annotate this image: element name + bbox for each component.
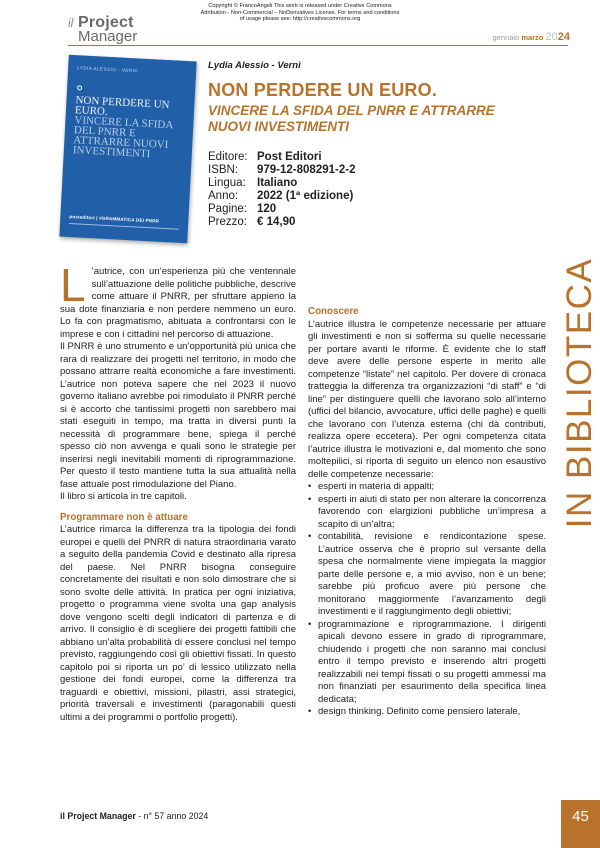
list-item: • design thinking. Definito come pensiero laterale, bbox=[308, 706, 546, 719]
article-column-right bbox=[308, 266, 546, 719]
intro-paragraph bbox=[60, 259, 296, 341]
cover-author: LYDIA ALESSIO - VERNÌ bbox=[77, 65, 139, 74]
meta-label: Editore: bbox=[208, 151, 248, 163]
meta-row-price bbox=[208, 216, 568, 229]
section-heading-conoscere: Conoscere bbox=[308, 306, 359, 317]
copyright-notice: Copyright © FrancoAngeli This work is released under Creative Commons Attribution - Non-Commercial – NoDerivatives License. For terms and conditions of usage please see: http://creativecommons.org bbox=[200, 3, 400, 23]
issue-year-b: 24 bbox=[557, 31, 570, 43]
section-text-conoscere: L’autrice illustra le competenze necessarie per attuare gli investimenti e non si sofferma su quelle necessarie per portare avanti le riforme. È evidente che lo staff deve avere delle persone esperte in merito alle competenze “listate” nel capitolo. Per dovere di cronaca tratteggia la differenza tra organizzazioni “di staff” e “di line” per distinguere quelli che lavorano solo all’interno (uffici del bilancio, avvocature, uffici delle paghe) e quelli che lavorano con l’utenza esterna (chi dà contributi, realizza opere eccetera). Per ogni competenza citata l’autrice illustra le motivazioni e, dal momento che sono moltepilici, si riporta di seguito un elenco non esaustivo delle competenze necessarie: bbox=[308, 318, 546, 480]
section-heading-programmare: Programmare non è attuare bbox=[60, 511, 188, 523]
meta-row-publisher bbox=[208, 151, 568, 164]
competences-list bbox=[308, 481, 546, 719]
meta-label: Lingua: bbox=[208, 177, 246, 189]
book-title: NON PERDERE UN EURO. bbox=[208, 80, 438, 100]
meta-value: € 14,90 bbox=[257, 216, 296, 228]
page-number: 45 bbox=[572, 808, 589, 825]
meta-value: 979-12-808291-2-2 bbox=[257, 164, 356, 176]
logo-line1: Project bbox=[78, 14, 134, 31]
logo-il: il bbox=[68, 16, 74, 30]
drop-cap: L bbox=[60, 259, 86, 311]
meta-label: Prezzo: bbox=[208, 216, 247, 228]
list-item: • esperti in materia di appalti; bbox=[308, 481, 546, 494]
magazine-logo bbox=[68, 14, 158, 44]
list-item: • contabilità, revisione e rendicontazione spese. L’autrice osserva che è proprio sul versante della spesa che normalmente viene impiegata la maggior parte delle persone e, a mio avviso, non è un bene; sarebbe più proficuo avere più persone che monitorano maggiormente l’avanzamento degli investimenti e il raggiungimento degli obiettivi; bbox=[308, 531, 546, 619]
intro-text: ’autrice, con un’esperienza più che ventennale sull’attuazione delle politiche pubbliche, descrive come attuare il PNRR, per sfruttare appieno la sua dote finanziaria e non perdere nemmeno un euro. Lo fa con pragmatismo, abituata a confrontarsi con le imprese e con i cittadini nel percorso di attuazione. bbox=[60, 266, 296, 340]
section-label-vertical: IN BIBLIOTECA bbox=[560, 257, 599, 529]
logo-line2: Manager bbox=[78, 28, 138, 45]
meta-label: Anno: bbox=[208, 190, 239, 202]
meta-value: 2022 (1ª edizione) bbox=[257, 190, 354, 202]
issue-year-a: 20 bbox=[545, 31, 558, 43]
footer-issue: - n° 57 anno 2024 bbox=[135, 811, 209, 821]
cover-title bbox=[73, 95, 190, 161]
meta-value: Post Editori bbox=[257, 151, 322, 163]
issue-months-pre: gennaio bbox=[492, 33, 520, 42]
meta-label: ISBN: bbox=[208, 164, 239, 176]
list-item: • programmazione e riprogrammazione. I dirigenti apicali devono essere in grado di riprogrammare, chiudendo i progetti che non saranno mai conclusi entro il tempo previsto e inserendo altri progetti realizzabili nei tempi fissati o su progetti ammessi ma non finanziati per esaurimento della specifica linea dedicata; bbox=[308, 619, 546, 707]
book-subtitle: VINCERE LA SFIDA DEL PNRR E ATTRARRE NUOVI INVESTIMENTI bbox=[208, 103, 495, 134]
meta-row-pages bbox=[208, 203, 568, 216]
page-footer bbox=[60, 811, 208, 821]
meta-row-language bbox=[208, 177, 568, 190]
meta-value: Italiano bbox=[257, 177, 298, 189]
issue-month: marzo bbox=[521, 33, 544, 42]
cover-title-main: NON PERDERE UN EURO. bbox=[74, 94, 170, 118]
cover-publisher: posteditori | #GRAMMATICA DEI PNRR bbox=[69, 214, 160, 224]
meta-row-isbn bbox=[208, 164, 568, 177]
meta-value: 120 bbox=[257, 203, 277, 215]
cover-circle-icon bbox=[77, 85, 82, 90]
section-text-programmare: L’autrice rimarca la differenza tra la tipologia dei fondi europei e quelli del PNRR di natura straordinaria varato a seguito della pandemia Covid e destinato alla ripresa del paese. Nel PNRR bisogna conseguire concretamente dei risultati e non solo dimostrare che si sono svolte delle attività. In pratica per ogni iniziativa, progetto o programma viene svolta una gap analysis dove vengono scelti degli indicatori di partenza e di arrivo. Il consiglio è di scegliere dei progetti fattibili che abbiano un’alta probabilità di essere conclusi nel tempo previsto, raggiungendo così gli obiettivi fissati. In questo capitolo poi si riporta un po’ di lessico utilizzato nella gestione dei fondi europei, come la differenza tra traguardi e obiettivi, missioni, pilastri, assi strategici, priorità traversali e investimenti (paragonabili questi ultimi a dei programmi o portfolio progetti). bbox=[60, 524, 296, 723]
paragraph-3: Il libro si articola in tre capitoli. bbox=[60, 491, 187, 502]
issue-date bbox=[493, 31, 570, 43]
book-meta bbox=[208, 151, 568, 229]
list-item: • esperti in aiuti di stato per non alterare la concorrenza favorendo con elargizioni pubbliche un’impresa a scapito di un’altra; bbox=[308, 494, 546, 532]
footer-magazine: il Project Manager bbox=[60, 811, 136, 821]
article-column-left bbox=[60, 259, 296, 724]
cover-divider bbox=[69, 223, 179, 229]
meta-row-year bbox=[208, 190, 568, 203]
cover-title-sub: VINCERE LA SFIDA DEL PNRR E ATTRARRE NUOVI INVESTIMENTI bbox=[72, 114, 174, 161]
book-cover-image bbox=[59, 55, 196, 243]
book-author: Lydia Alessio - Vernì bbox=[208, 60, 301, 71]
meta-label: Pagine: bbox=[208, 203, 248, 215]
paragraph-2: Il PNRR è uno strumento e un’opportunità più unica che rara di realizzare dei progetti nel territorio, in modo che possano attrarre realtà economiche a fare investimenti. L’autrice non poteva sapere che nel 2023 il nuovo governo italiano avrebbe poi rimodulato il PNRR perché si è accorto che tantissimi progetti non sarebbero mai stati eseguiti in tempo, ma tratta in diversi punti la necessità di programmare bene, spiega il perché spesso ciò non avvenga e quali sono le strategie per inserirsi negli inevitabili momenti di riprogrammazione. Per questo il testo mantiene tutta la sua attualità nella fase attuale post rimodulazione del Piano. bbox=[60, 341, 296, 490]
header-rule bbox=[68, 45, 568, 46]
book-info bbox=[208, 60, 568, 229]
